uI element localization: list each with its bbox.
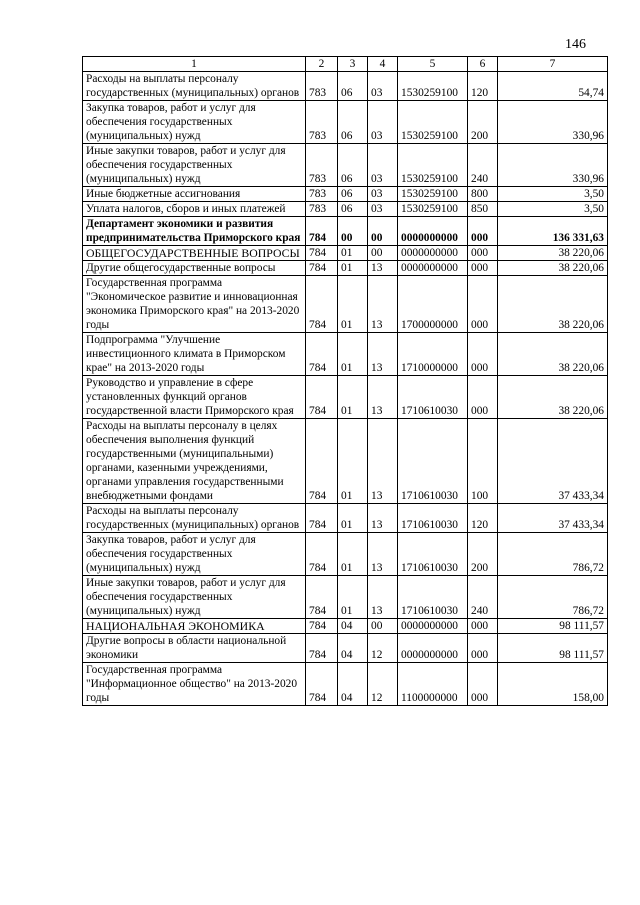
target-article-cell: 1710610030 <box>398 504 468 533</box>
section-code-cell: 06 <box>338 101 368 144</box>
subsection-code-cell: 13 <box>368 576 398 619</box>
amount-cell: 330,96 <box>498 144 608 187</box>
ministry-code-cell: 783 <box>306 187 338 202</box>
table-row <box>83 419 608 504</box>
target-article-cell: 0000000000 <box>398 261 468 276</box>
amount-cell: 38 220,06 <box>498 333 608 376</box>
ministry-code-cell: 783 <box>306 101 338 144</box>
amount-cell: 158,00 <box>498 663 608 706</box>
table-row <box>83 202 608 217</box>
expense-type-cell: 000 <box>468 333 498 376</box>
target-article-cell: 1710610030 <box>398 419 468 504</box>
subsection-code-cell: 00 <box>368 619 398 634</box>
row-name-cell: Иные бюджетные ассигнования <box>83 187 306 202</box>
section-code-cell: 04 <box>338 619 368 634</box>
subsection-code-cell: 13 <box>368 504 398 533</box>
expense-type-cell: 120 <box>468 72 498 101</box>
subsection-code-cell: 12 <box>368 663 398 706</box>
expense-type-cell: 120 <box>468 504 498 533</box>
amount-cell: 136 331,63 <box>498 217 608 246</box>
row-name-cell: Расходы на выплаты персоналу государственных (муниципальных) органов <box>83 504 306 533</box>
expense-type-cell: 000 <box>468 376 498 419</box>
target-article-cell: 1710000000 <box>398 333 468 376</box>
ministry-code-cell: 784 <box>306 619 338 634</box>
amount-cell: 3,50 <box>498 202 608 217</box>
subsection-code-cell: 03 <box>368 72 398 101</box>
table-row <box>83 504 608 533</box>
ministry-code-cell: 784 <box>306 634 338 663</box>
target-article-cell: 0000000000 <box>398 246 468 261</box>
section-code-cell: 01 <box>338 576 368 619</box>
table-header-row <box>83 57 608 72</box>
amount-cell: 3,50 <box>498 187 608 202</box>
target-article-cell: 1710610030 <box>398 533 468 576</box>
ministry-code-cell: 784 <box>306 217 338 246</box>
target-article-cell: 1700000000 <box>398 276 468 333</box>
target-article-cell: 1710610030 <box>398 576 468 619</box>
table-row <box>83 144 608 187</box>
ministry-code-cell: 784 <box>306 246 338 261</box>
table-row <box>83 217 608 246</box>
row-name-cell: Закупка товаров, работ и услуг для обеспечения государственных (муниципальных) нужд <box>83 101 306 144</box>
target-article-cell: 0000000000 <box>398 619 468 634</box>
amount-cell: 786,72 <box>498 576 608 619</box>
table-row <box>83 101 608 144</box>
subsection-code-cell: 03 <box>368 144 398 187</box>
ministry-code-cell: 784 <box>306 663 338 706</box>
expense-type-cell: 240 <box>468 576 498 619</box>
section-code-cell: 04 <box>338 663 368 706</box>
section-code-cell: 06 <box>338 202 368 217</box>
table-row <box>83 376 608 419</box>
table-row <box>83 533 608 576</box>
ministry-code-cell: 784 <box>306 276 338 333</box>
row-name-cell: Расходы на выплаты персоналу государственных (муниципальных) органов <box>83 72 306 101</box>
expense-type-cell: 850 <box>468 202 498 217</box>
header-cell: 7 <box>498 57 608 72</box>
header-cell: 3 <box>338 57 368 72</box>
header-cell: 2 <box>306 57 338 72</box>
amount-cell: 38 220,06 <box>498 261 608 276</box>
table-row <box>83 261 608 276</box>
row-name-cell: Расходы на выплаты персоналу в целях обеспечения выполнения функций государственными (муниципальными) органами, казенными учреждениями, органами управления государственными внебюджетными фондами <box>83 419 306 504</box>
expense-type-cell: 100 <box>468 419 498 504</box>
row-name-cell: Другие общегосударственные вопросы <box>83 261 306 276</box>
target-article-cell: 1710610030 <box>398 376 468 419</box>
header-cell: 5 <box>398 57 468 72</box>
row-name-cell: Департамент экономики и развития предпринимательства Приморского края <box>83 217 306 246</box>
row-name-cell: Государственная программа "Экономическое развитие и инновационная экономика Приморского края" на 2013-2020 годы <box>83 276 306 333</box>
amount-cell: 37 433,34 <box>498 504 608 533</box>
section-code-cell: 01 <box>338 376 368 419</box>
table-row <box>83 187 608 202</box>
amount-cell: 54,74 <box>498 72 608 101</box>
ministry-code-cell: 784 <box>306 419 338 504</box>
section-code-cell: 01 <box>338 333 368 376</box>
row-name-cell: НАЦИОНАЛЬНАЯ ЭКОНОМИКА <box>83 619 306 634</box>
subsection-code-cell: 13 <box>368 533 398 576</box>
amount-cell: 786,72 <box>498 533 608 576</box>
subsection-code-cell: 13 <box>368 419 398 504</box>
expense-type-cell: 240 <box>468 144 498 187</box>
expense-type-cell: 000 <box>468 276 498 333</box>
section-code-cell: 04 <box>338 634 368 663</box>
table-row <box>83 246 608 261</box>
expense-type-cell: 000 <box>468 663 498 706</box>
expense-type-cell: 000 <box>468 261 498 276</box>
target-article-cell: 0000000000 <box>398 217 468 246</box>
target-article-cell: 1530259100 <box>398 202 468 217</box>
target-article-cell: 1530259100 <box>398 187 468 202</box>
row-name-cell: Подпрограмма "Улучшение инвестиционного климата в Приморском крае" на 2013-2020 годы <box>83 333 306 376</box>
expense-type-cell: 000 <box>468 217 498 246</box>
amount-cell: 38 220,06 <box>498 376 608 419</box>
subsection-code-cell: 03 <box>368 101 398 144</box>
header-cell: 1 <box>83 57 306 72</box>
ministry-code-cell: 784 <box>306 576 338 619</box>
section-code-cell: 06 <box>338 72 368 101</box>
subsection-code-cell: 13 <box>368 276 398 333</box>
section-code-cell: 01 <box>338 533 368 576</box>
row-name-cell: Иные закупки товаров, работ и услуг для обеспечения государственных (муниципальных) нужд <box>83 576 306 619</box>
section-code-cell: 01 <box>338 504 368 533</box>
ministry-code-cell: 783 <box>306 72 338 101</box>
subsection-code-cell: 13 <box>368 376 398 419</box>
table-row <box>83 576 608 619</box>
header-cell: 4 <box>368 57 398 72</box>
ministry-code-cell: 784 <box>306 261 338 276</box>
table-row <box>83 634 608 663</box>
ministry-code-cell: 783 <box>306 144 338 187</box>
ministry-code-cell: 784 <box>306 504 338 533</box>
row-name-cell: ОБЩЕГОСУДАРСТВЕННЫЕ ВОПРОСЫ <box>83 246 306 261</box>
expense-type-cell: 000 <box>468 619 498 634</box>
amount-cell: 37 433,34 <box>498 419 608 504</box>
section-code-cell: 01 <box>338 276 368 333</box>
amount-cell: 330,96 <box>498 101 608 144</box>
target-article-cell: 1530259100 <box>398 144 468 187</box>
table-row <box>83 619 608 634</box>
expense-type-cell: 000 <box>468 634 498 663</box>
target-article-cell: 1100000000 <box>398 663 468 706</box>
amount-cell: 38 220,06 <box>498 246 608 261</box>
page-number: 146 <box>565 37 586 52</box>
ministry-code-cell: 784 <box>306 333 338 376</box>
ministry-code-cell: 784 <box>306 533 338 576</box>
row-name-cell: Закупка товаров, работ и услуг для обеспечения государственных (муниципальных) нужд <box>83 533 306 576</box>
expense-type-cell: 200 <box>468 101 498 144</box>
section-code-cell: 06 <box>338 187 368 202</box>
row-name-cell: Уплата налогов, сборов и иных платежей <box>83 202 306 217</box>
row-name-cell: Руководство и управление в сфере установленных функций органов государственной власти Приморского края <box>83 376 306 419</box>
expense-type-cell: 200 <box>468 533 498 576</box>
expense-type-cell: 000 <box>468 246 498 261</box>
expense-type-cell: 800 <box>468 187 498 202</box>
row-name-cell: Иные закупки товаров, работ и услуг для обеспечения государственных (муниципальных) нужд <box>83 144 306 187</box>
amount-cell: 98 111,57 <box>498 619 608 634</box>
subsection-code-cell: 00 <box>368 246 398 261</box>
section-code-cell: 01 <box>338 419 368 504</box>
section-code-cell: 01 <box>338 261 368 276</box>
table-row <box>83 333 608 376</box>
budget-table <box>82 56 608 706</box>
table-row <box>83 72 608 101</box>
subsection-code-cell: 13 <box>368 261 398 276</box>
target-article-cell: 1530259100 <box>398 101 468 144</box>
ministry-code-cell: 784 <box>306 376 338 419</box>
section-code-cell: 01 <box>338 246 368 261</box>
subsection-code-cell: 03 <box>368 202 398 217</box>
section-code-cell: 06 <box>338 144 368 187</box>
ministry-code-cell: 783 <box>306 202 338 217</box>
subsection-code-cell: 12 <box>368 634 398 663</box>
subsection-code-cell: 00 <box>368 217 398 246</box>
subsection-code-cell: 13 <box>368 333 398 376</box>
target-article-cell: 0000000000 <box>398 634 468 663</box>
subsection-code-cell: 03 <box>368 187 398 202</box>
header-cell: 6 <box>468 57 498 72</box>
table-row <box>83 276 608 333</box>
table-row <box>83 663 608 706</box>
section-code-cell: 00 <box>338 217 368 246</box>
amount-cell: 98 111,57 <box>498 634 608 663</box>
row-name-cell: Другие вопросы в области национальной экономики <box>83 634 306 663</box>
amount-cell: 38 220,06 <box>498 276 608 333</box>
target-article-cell: 1530259100 <box>398 72 468 101</box>
row-name-cell: Государственная программа "Информационное общество" на 2013-2020 годы <box>83 663 306 706</box>
